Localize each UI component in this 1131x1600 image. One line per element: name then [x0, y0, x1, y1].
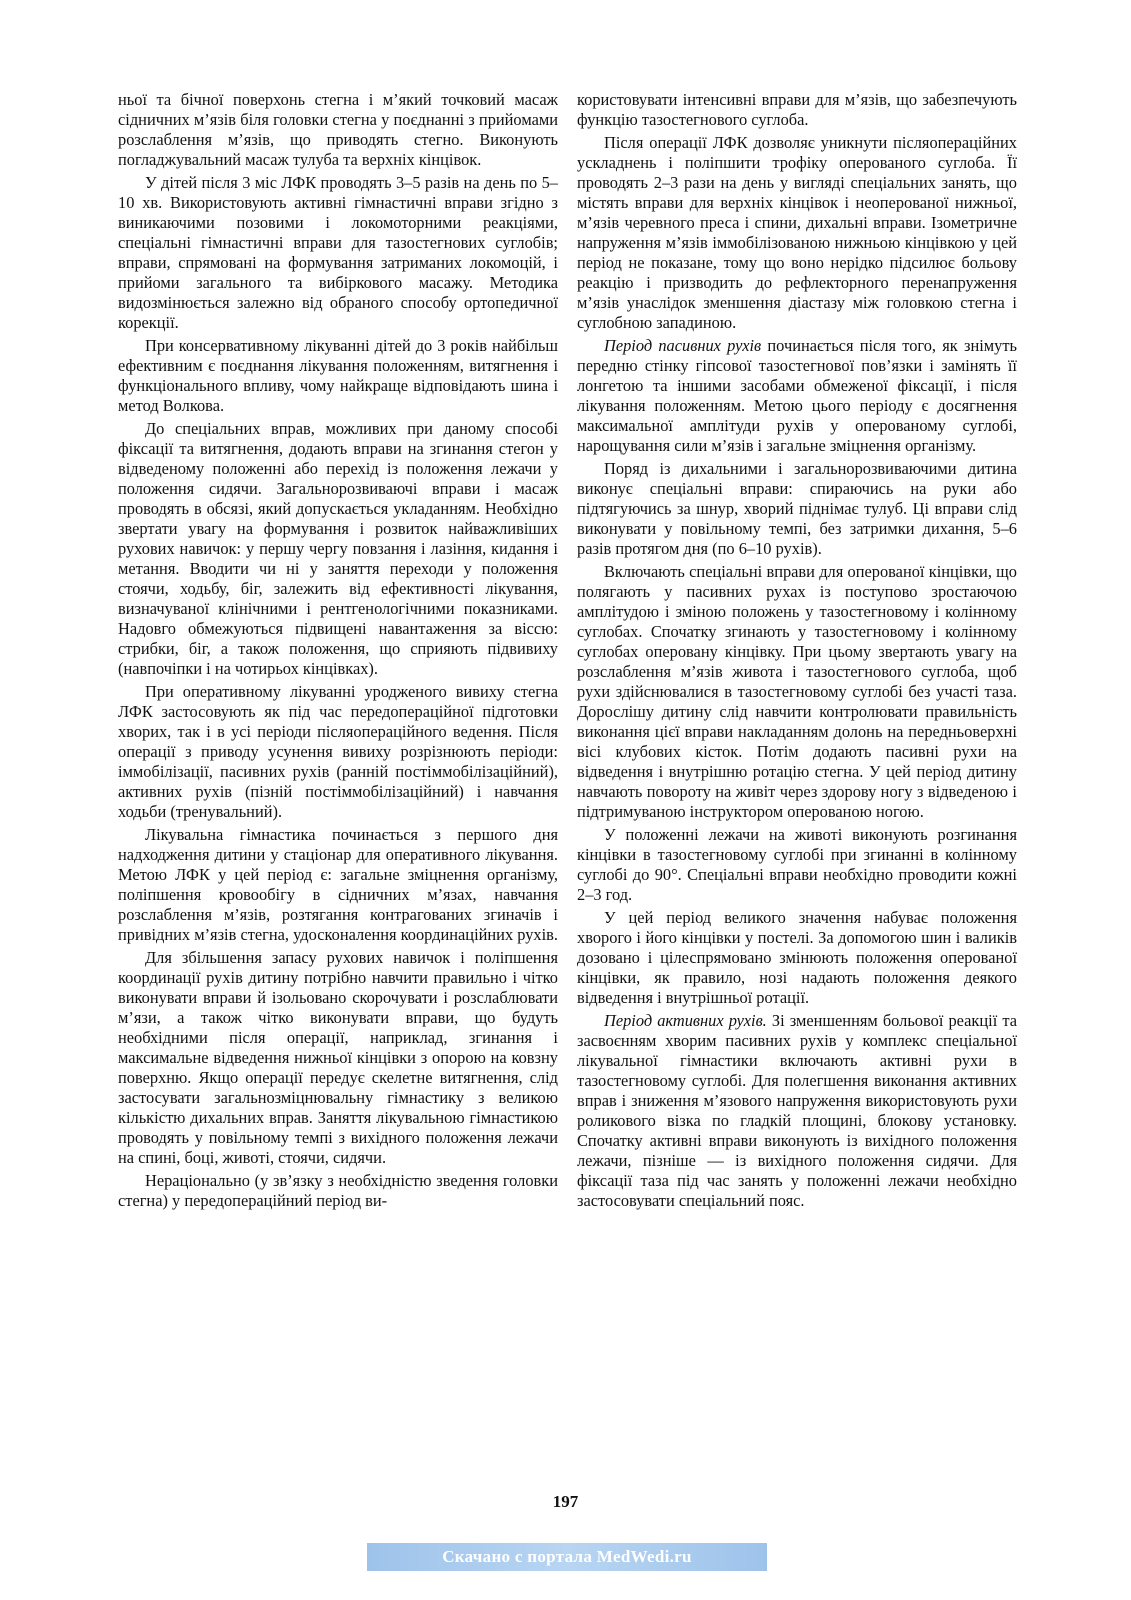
paragraph: ньої та бічної поверхонь стегна і м’який точковий масаж сідничних м’язів біля головки стегна у поєднанні з прийомами розслаблення м’язів, що приводять стегно. Виконують погладжувальний масаж тулуба та верхніх кінцівок.	[118, 90, 558, 169]
paragraph: При оперативному лікуванні уродженого вивиху стегна ЛФК застосовують як під час передопераційної підготовки хворих, так і в усі періоди післяопераційного ведення. Після операції з приводу усунення вивиху розрізнюють періоди: іммобілізації, пасивних рухів (ранній постіммобілізаційний), активних рухів (пізній постіммобілізаційний) і навчання ходьби (тренувальний).	[118, 682, 558, 821]
paragraph-text: Зі зменшенням больової реакції та засвоєнням хворим пасивних рухів у комплекс спеціальної лікувальної гімнастики включають активні рухи в тазостегновому суглобі. Для полегшення виконання активних вправ і зниження м’язового напруження використовують рухи роликового візка по гладкій площині, блокову установку. Спочатку активні вправи виконують із вихідного положення лежачи, пізніше — із вихідного положення сидячи. Для фіксації таза під час занять у положенні лежачи необхідно застосовувати спеціальний пояс.	[577, 1011, 1017, 1210]
paragraph: Включають спеціальні вправи для оперованої кінцівки, що полягають у пасивних рухах із поступово зростаючою амплітудою і зміною положень у тазостегновому і колінному суглобах. Спочатку згинають у тазостегновому і колінному суглобах оперовану кінцівку. При цьому звертають увагу на розслаблення м’язів живота і тазостегнового суглоба, щоб рухи здійснювалися в тазостегновому суглобі без участі таза. Дорослішу дитину слід навчити контролювати правильність виконання цієї вправи накладанням долонь на передньоверхні вісі клубових кісток. Потім додають пасивні рухи на відведення і внутрішню ротацію стегна. У цей період дитину навчають повороту на живіт через здорову ногу з відведеною і підтримуваною інструктором оперованою ногою.	[577, 562, 1017, 821]
paragraph	[577, 336, 1017, 456]
watermark-banner[interactable]: Скачано с портала MedWedi.ru	[367, 1543, 767, 1571]
paragraph: До спеціальних вправ, можливих при даному способі фіксації та витягнення, додають вправи на згинання стегон у відведеному положенні або перехід із положення лежачи у положення сидячи. Загальнорозвиваючі вправи і масаж проводять в обсязі, який допускається укладанням. Необхідно звертати увагу на формування і розвиток найважливіших рухових навичок: у першу чергу повзання і лазіння, кидання і метання. Вводити чи ні у заняття переходи у положення стоячи, ходьбу, біг, залежить від ефективності лікування, визначуваної клінічними і рентгенологічними показниками. Надовго обмежуються підвищені навантаження за віссю: стрибки, біг, а також положення, що сприяють підвивиху (навпочіпки і на чотирьох кінцівках).	[118, 419, 558, 678]
paragraph-text: починається після того, як знімуть передню стінку гіпсової тазостегнової пов’язки і замінять її лонгетою та іншими засобами обмеженої фіксації, і після лікування положенням. Метою цього періоду є досягнення максимальної амплітуди рухів у оперованому суглобі, нарощування сили м’язів і загальне зміцнення організму.	[577, 336, 1018, 455]
section-lead-passive-period: Період пасивних рухів	[604, 336, 762, 355]
section-lead-active-period: Період активних рухів.	[604, 1011, 767, 1030]
paragraph: У дітей після 3 міс ЛФК проводять 3–5 разів на день по 5–10 хв. Використовують активні гімнастичні вправи згідно з виникаючими позовими і локомоторними реакціями, спеціальні гімнастичні вправи для тазостегнових суглобів; вправи, спрямовані на формування затриманих локомоцій, і прийоми загального та вибіркового масажу. Методика видозмінюється залежно від обраного способу ортопедичної корекції.	[118, 173, 558, 332]
paragraph: Поряд із дихальними і загальнорозвиваючими дитина виконує спеціальні вправи: спираючись на руки або підтягуючись за шнур, хворий піднімає тулуб. Ці вправи слід виконувати у повільному темпі, без затримки дихання, 5–6 разів протягом дня (по 6–10 рухів).	[577, 459, 1017, 558]
page-number: 197	[552, 1492, 579, 1511]
paragraph: При консервативному лікуванні дітей до 3 років найбільш ефективним є поєднання лікування положенням, витягнення і функціонального впливу, чому найкраще відповідають шина і метод Волкова.	[118, 336, 558, 415]
paragraph: користовувати інтенсивні вправи для м’язів, що забезпечують функцію тазостегнового суглоба.	[577, 90, 1017, 129]
paragraph: Після операції ЛФК дозволяє уникнути післяопераційних ускладнень і поліпшити трофіку оперованого суглоба. Її проводять 2–3 рази на день у вигляді спеціальних занять, що містять вправи для верхніх кінцівок і неоперованої нижньої, м’язів черевного преса і спини, дихальні вправи. Ізометричне напруження м’язів іммобілізованою нижньою кінцівкою у цей період не показане, тому що воно нерідко підсилює больову реакцію і призводить до рефлекторного перенапруження м’язів унаслідок зменшення діастазу між головкою стегна і суглобною западиною.	[577, 133, 1017, 332]
paragraph	[577, 1011, 1017, 1211]
paragraph: Лікувальна гімнастика починається з першого дня надходження дитини у стаціонар для оперативного лікування. Метою ЛФК у цей період є: загальне зміцнення організму, поліпшення кровообігу в сідничних м’язах, навчання розслаблення м’язів, розтягання контрагованих згиначів і привідних м’язів стегна, удосконалення координаційних рухів.	[118, 825, 559, 944]
left-column	[118, 90, 558, 1214]
paragraph: У положенні лежачи на животі виконують розгинання кінцівки в тазостегновому суглобі при згинанні в колінному суглобі до 90°. Спеціальні вправи необхідно проводити кожні 2–3 год.	[577, 825, 1017, 904]
paragraph: У цей період великого значення набуває положення хворого і його кінцівки у постелі. За допомогою шин і валиків дозовано і цілеспрямовано змінюють положення оперованої кінцівки, як правило, нозі надають положення деякого відведення і внутрішньої ротації.	[577, 908, 1017, 1007]
paragraph: Для збільшення запасу рухових навичок і поліпшення координації рухів дитину потрібно навчити правильно і чітко виконувати вправи й ізольовано скорочувати і розслаблювати м’язи, а також чітко виконувати вправи, що будуть необхідними після операції, наприклад, згинання і максимальне відведення нижньої кінцівки з опорою на ковзну поверхню. Якщо операції передує скелетне витягнення, слід застосувати загальнозміцнювальну гімнастику з великою кількістю дихальних вправ. Заняття лікувальною гімнастикою проводять у повільному темпі з вихідного положення лежачи на спині, боці, животі, стоячи, сидячи.	[118, 948, 558, 1167]
right-column	[577, 90, 1017, 1214]
paragraph: Нераціонально (у зв’язку з необхідністю зведення головки стегна) у передопераційний період ви-	[118, 1171, 558, 1210]
